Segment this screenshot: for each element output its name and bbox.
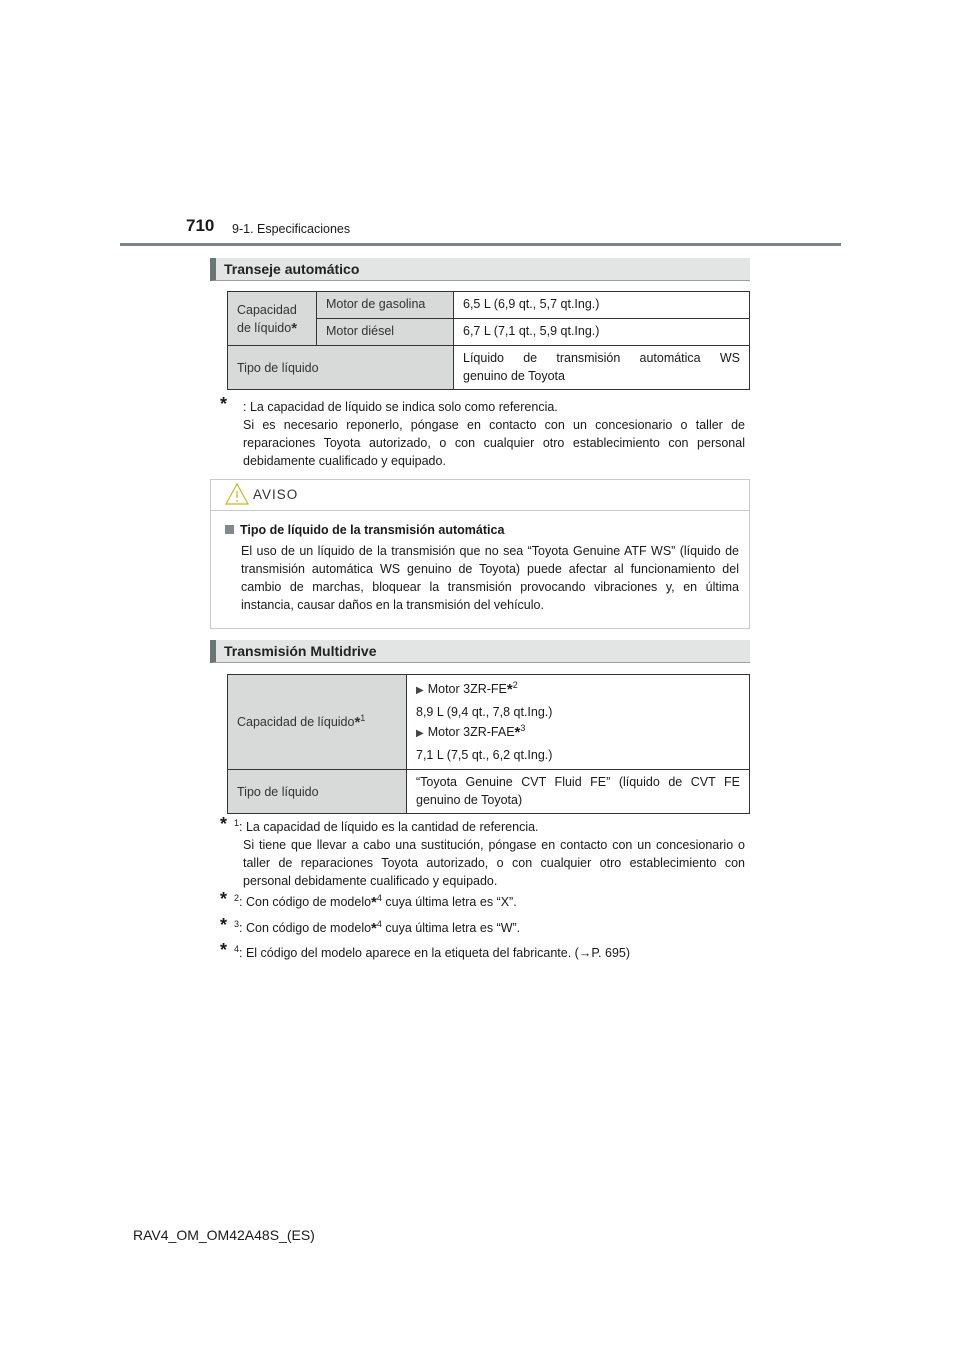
asterisk-marker: * — [220, 889, 228, 909]
automatic-spec-table — [227, 291, 750, 390]
section-heading-multidrive: Transmisión Multidrive — [210, 640, 750, 663]
footnote-ref: 4 — [376, 892, 382, 903]
asterisk-marker: * — [220, 940, 228, 960]
warning-subtitle-text: Tipo de líquido de la transmisión automática — [240, 523, 505, 537]
header-divider — [120, 243, 841, 246]
footnote-number: 2 — [234, 892, 240, 903]
diesel-engine-value: 6,7 L (7,1 qt., 5,9 qt.Ing.) — [454, 319, 750, 346]
footnote-body: Si tiene que llevar a cabo una sustitución, póngase en contacto con un concesionario o taller de reparaciones Toyota autorizado, o con cualquier otro establecimiento con personal debidamente cualificado y equipado. — [243, 838, 745, 888]
asterisk-marker: * — [371, 894, 377, 911]
multidrive-footnote-3 — [220, 915, 745, 937]
footnote-text-post: cuya última letra es “X”. — [381, 895, 517, 909]
asterisk-marker: * — [220, 394, 228, 414]
footnote-ref: 1 — [360, 712, 366, 723]
fluid-type-value-line1: Líquido de transmisión automática WS — [463, 351, 740, 365]
multidrive-capacity-label — [228, 675, 407, 770]
page-reference-link[interactable]: P. 695) — [591, 946, 631, 960]
footnote-ref: 3 — [520, 722, 526, 733]
engine-3zr-fae-row — [416, 722, 740, 743]
footnote-ref: 4 — [376, 918, 382, 929]
footnote-line: : La capacidad de líquido se indica solo como referencia. — [243, 400, 558, 414]
asterisk-marker: * — [220, 915, 228, 935]
footnote-text: : El código del modelo aparece en la etiqueta del fabricante. ( — [239, 946, 579, 960]
document-code: RAV4_OM_OM42A48S_(ES) — [133, 1227, 315, 1243]
footnote-line: : La capacidad de líquido es la cantidad de referencia. — [239, 820, 539, 834]
capacity-label-cell — [228, 292, 317, 346]
footnote-number: 3 — [234, 918, 240, 929]
multidrive-footnote-2 — [220, 889, 745, 911]
capacity-label-line1: Capacidad — [237, 302, 297, 317]
engine-3zr-fe-label: Motor 3ZR-FE — [427, 682, 507, 696]
arrow-right-icon: → — [578, 946, 592, 960]
multidrive-fluid-label: Tipo de líquido — [228, 770, 407, 814]
engine-3zr-fe-value: 8,9 L (9,4 qt., 7,8 qt.Ing.) — [416, 705, 553, 719]
gas-engine-value: 6,5 L (6,9 qt., 5,7 qt.Ing.) — [454, 292, 750, 319]
asterisk-marker: * — [371, 920, 377, 937]
fluid-type-value — [454, 346, 750, 390]
warning-subtitle — [225, 523, 504, 537]
asterisk-marker: * — [506, 681, 513, 698]
engine-3zr-fe-row — [416, 679, 740, 700]
multidrive-capacity-label-text: Capacidad de líquido — [237, 715, 355, 729]
multidrive-capacity-values — [407, 675, 750, 770]
footnote-text-pre: : Con código de modelo — [239, 921, 372, 935]
engine-3zr-fae-label: Motor 3ZR-FAE — [427, 725, 515, 739]
warning-body: El uso de un líquido de la transmisión que no sea “Toyota Genuine ATF WS” (líquido de transmisión automática WS genuino de Toyota) puede afectar al funcionamiento del cambio de marchas, bloquear la transmisión provocando vibraciones y, en última instancia, causar daños en la transmisión del vehículo. — [241, 544, 739, 612]
footnote-number: 4 — [234, 943, 240, 954]
automatic-footnote — [220, 394, 745, 470]
asterisk-marker: * — [220, 814, 228, 834]
fluid-type-value-line2: genuino de Toyota — [463, 369, 565, 383]
multidrive-footnote-1 — [220, 814, 745, 890]
asterisk-marker: * — [514, 724, 521, 741]
warning-title: AVISO — [253, 487, 299, 502]
triangle-right-icon: ▶ — [416, 685, 424, 696]
footnote-number: 1 — [234, 817, 240, 828]
multidrive-spec-table — [227, 674, 750, 814]
page-number: 710 — [186, 216, 215, 235]
multidrive-fluid-value-line1: “Toyota Genuine CVT Fluid FE” (líquido de CVT FE — [416, 775, 740, 789]
triangle-right-icon: ▶ — [416, 728, 424, 739]
warning-header — [211, 480, 749, 511]
asterisk-marker: * — [291, 319, 298, 337]
diesel-engine-label: Motor diésel — [317, 319, 454, 346]
multidrive-fluid-value — [407, 770, 750, 814]
footnote-body: Si es necesario reponerlo, póngase en contacto con un concesionario o taller de reparaciones Toyota autorizado, o con cualquier otro establecimiento con personal debidamente cualificado y equipado. — [243, 418, 745, 468]
warning-triangle-icon — [225, 482, 249, 506]
fluid-type-label: Tipo de líquido — [228, 346, 454, 390]
footnote-text-pre: : Con código de modelo — [239, 895, 372, 909]
engine-3zr-fae-value: 7,1 L (7,5 qt., 6,2 qt.Ing.) — [416, 748, 553, 762]
asterisk-marker: * — [354, 714, 361, 731]
footnote-ref: 2 — [512, 679, 518, 690]
section-heading-automatic: Transeje automático — [210, 258, 750, 281]
capacity-label-line2: de líquido — [237, 320, 292, 335]
gas-engine-label: Motor de gasolina — [317, 292, 454, 319]
footnote-text-post: cuya última letra es “W”. — [381, 921, 521, 935]
square-bullet-icon — [225, 525, 234, 534]
section-breadcrumb: 9-1. Especificaciones — [232, 222, 351, 236]
multidrive-footnote-4 — [220, 940, 745, 962]
multidrive-fluid-value-line2: genuino de Toyota) — [416, 793, 523, 807]
warning-box — [210, 479, 750, 629]
